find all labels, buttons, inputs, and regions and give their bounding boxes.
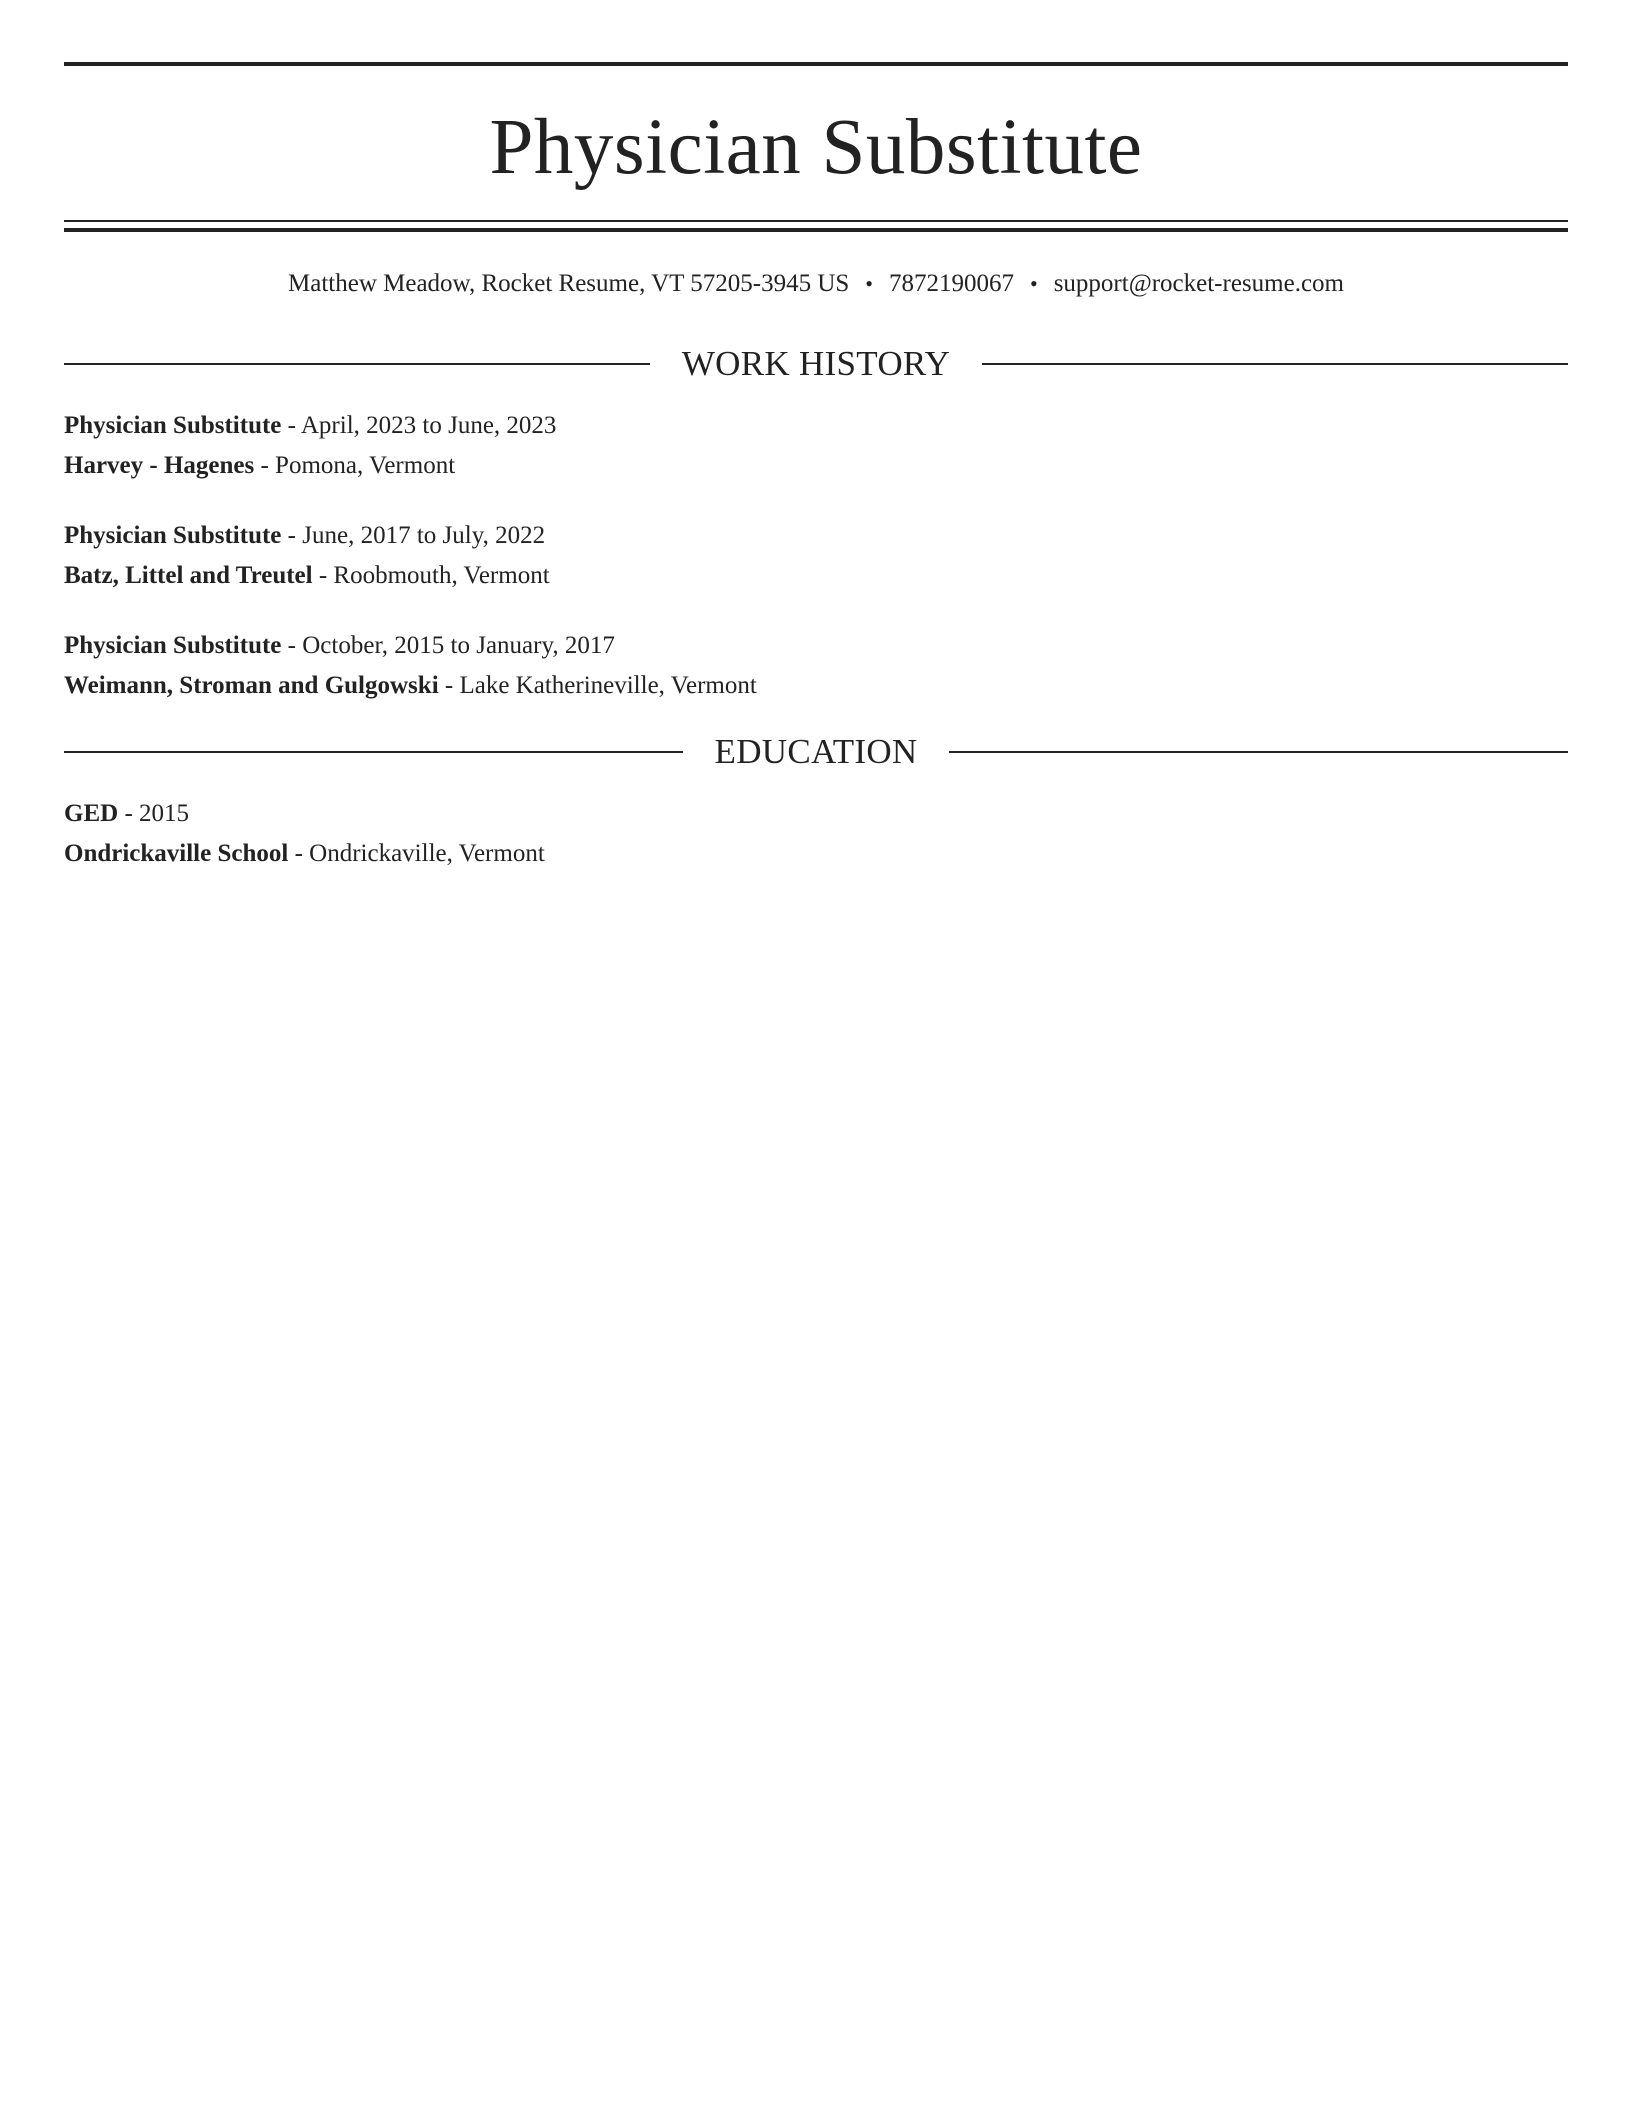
work-history-heading	[64, 344, 1568, 384]
work-history-title: WORK HISTORY	[681, 344, 951, 383]
education-title: EDUCATION	[714, 732, 918, 771]
title-rule-thick	[64, 228, 1568, 232]
job-title: Physician Substitute	[64, 412, 282, 439]
resume-page	[64, 62, 1568, 874]
degree-year: - 2015	[124, 800, 190, 827]
education-list	[64, 794, 1568, 874]
heading-rule-right	[982, 363, 1568, 365]
heading-rule-right	[949, 751, 1568, 753]
degree-name: GED	[64, 800, 119, 827]
job-entry	[64, 406, 1568, 486]
work-history-list	[64, 406, 1568, 706]
job-title-row	[64, 406, 1568, 446]
contact-separator: •	[1029, 271, 1038, 296]
job-location: - Pomona, Vermont	[260, 452, 456, 479]
education-heading	[64, 732, 1568, 772]
school-row	[64, 834, 1568, 874]
job-title: Physician Substitute	[64, 522, 282, 549]
title-double-rule	[64, 220, 1568, 232]
job-entry	[64, 626, 1568, 706]
job-dates: - June, 2017 to July, 2022	[287, 522, 546, 549]
contact-phone: 7872190067	[888, 270, 1014, 297]
job-location: - Lake Katherineville, Vermont	[444, 672, 757, 699]
job-dates: - April, 2023 to June, 2023	[287, 412, 557, 439]
school-location: - Ondrickaville, Vermont	[294, 840, 545, 867]
degree-row	[64, 794, 1568, 834]
education-entry	[64, 794, 1568, 874]
title-rule-thin	[64, 220, 1568, 222]
job-employer-row	[64, 446, 1568, 486]
heading-rule-left	[64, 363, 650, 365]
top-rule	[64, 62, 1568, 66]
resume-title: Physician Substitute	[489, 104, 1143, 191]
school-name: Ondrickaville School	[64, 840, 289, 867]
job-employer-row	[64, 666, 1568, 706]
heading-rule-left	[64, 751, 683, 753]
job-title-row	[64, 516, 1568, 556]
contact-email: support@rocket-resume.com	[1053, 270, 1344, 297]
job-location: - Roobmouth, Vermont	[318, 562, 550, 589]
job-title: Physician Substitute	[64, 632, 282, 659]
job-employer-row	[64, 556, 1568, 596]
contact-line	[64, 268, 1568, 300]
job-employer: Harvey - Hagenes	[64, 452, 255, 479]
job-title-row	[64, 626, 1568, 666]
job-employer: Batz, Littel and Treutel	[64, 562, 313, 589]
contact-separator: •	[865, 271, 873, 296]
job-dates: - October, 2015 to January, 2017	[287, 632, 615, 659]
job-employer: Weimann, Stroman and Gulgowski	[64, 672, 439, 699]
contact-address: Matthew Meadow, Rocket Resume, VT 57205-3945 US	[288, 270, 850, 297]
job-entry	[64, 516, 1568, 596]
